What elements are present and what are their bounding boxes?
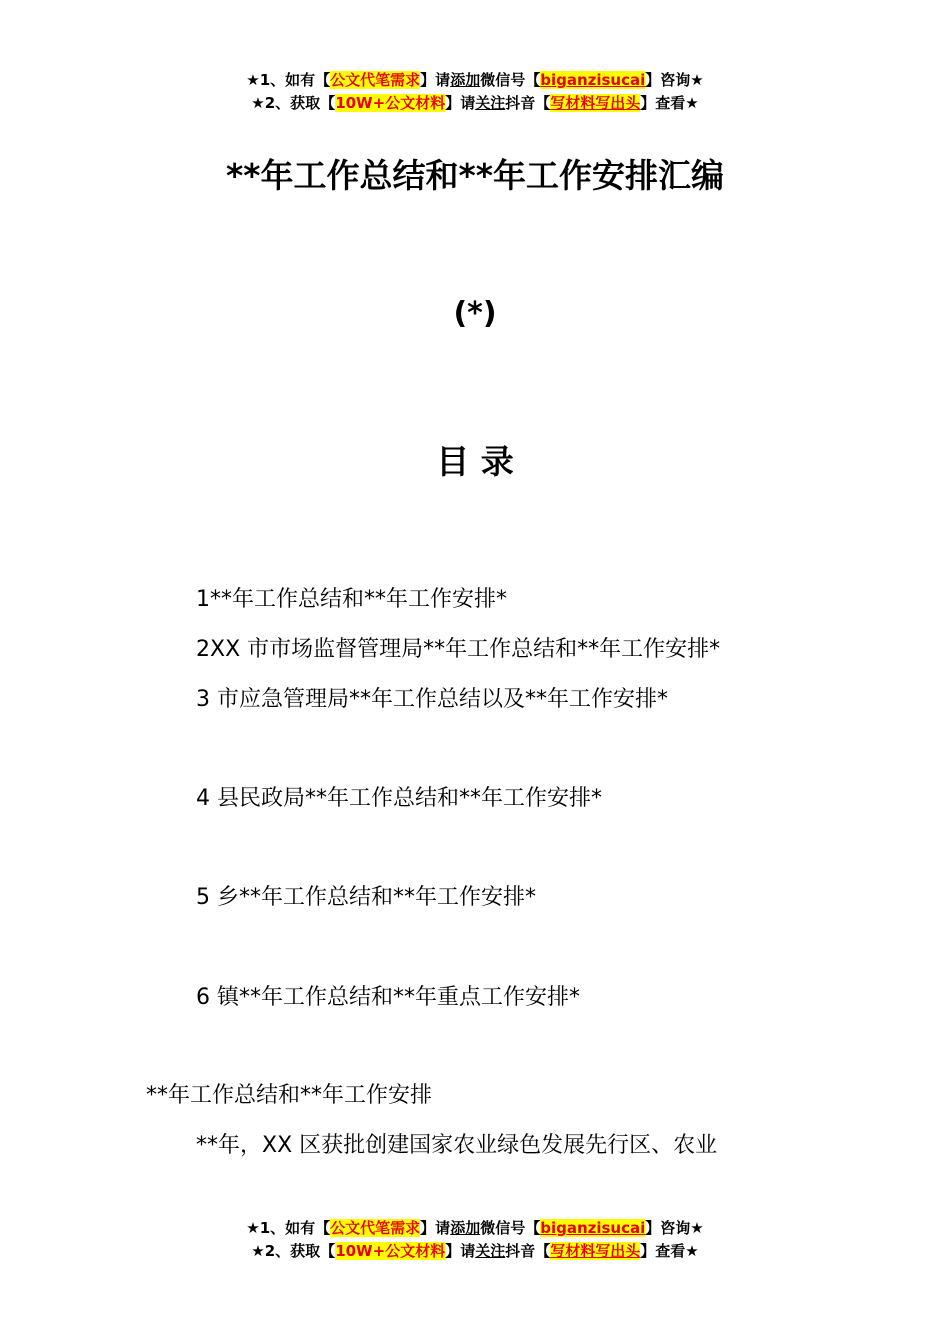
promo-line-1: ★1、如有【公文代笔需求】请添加微信号【biganzisucai】咨询★ <box>246 71 704 89</box>
toc-item: 4 县民政局**年工作总结和**年工作安排* <box>196 786 602 811</box>
promo-highlight: 公文代笔需求 <box>330 71 421 89</box>
promo-underline: 关注 <box>475 94 506 112</box>
promo-line-2: ★2、获取【10W+公文材料】请关注抖音【写材料写出头】查看★ <box>251 94 699 112</box>
document-subtitle: (*) <box>453 296 497 331</box>
section-title: **年工作总结和**年工作安排 <box>146 1083 433 1108</box>
promo-douyin-name: 写材料写出头 <box>550 1242 641 1260</box>
promo-underline: 添加 <box>450 1219 481 1237</box>
promo-wechat-id: biganzisucai <box>540 71 646 89</box>
promo-wechat-id: biganzisucai <box>540 1219 646 1237</box>
toc-heading: 目 录 <box>436 442 514 481</box>
promo-douyin-name: 写材料写出头 <box>550 94 641 112</box>
promo-line-2: ★2、获取【10W+公文材料】请关注抖音【写材料写出头】查看★ <box>251 1242 699 1260</box>
promo-banner-bottom <box>0 1217 950 1263</box>
document-title: **年工作总结和**年工作安排汇编 <box>225 156 725 195</box>
promo-highlight: 10W+公文材料 <box>335 1242 446 1260</box>
toc-item: 5 乡**年工作总结和**年工作安排* <box>196 885 536 910</box>
toc-item: 3 市应急管理局**年工作总结以及**年工作安排* <box>196 687 668 712</box>
promo-highlight: 10W+公文材料 <box>335 94 446 112</box>
promo-underline: 关注 <box>475 1242 506 1260</box>
toc-item: 1**年工作总结和**年工作安排* <box>196 587 507 612</box>
promo-underline: 添加 <box>450 71 481 89</box>
promo-highlight: 公文代笔需求 <box>330 1219 421 1237</box>
toc-item: 6 镇**年工作总结和**年重点工作安排* <box>196 985 580 1010</box>
promo-banner-top <box>0 69 950 115</box>
toc-item: 2XX 市市场监督管理局**年工作总结和**年工作安排* <box>196 637 721 662</box>
body-paragraph: **年，XX 区获批创建国家农业绿色发展先行区、农业 <box>196 1133 718 1158</box>
promo-line-1: ★1、如有【公文代笔需求】请添加微信号【biganzisucai】咨询★ <box>246 1219 704 1237</box>
